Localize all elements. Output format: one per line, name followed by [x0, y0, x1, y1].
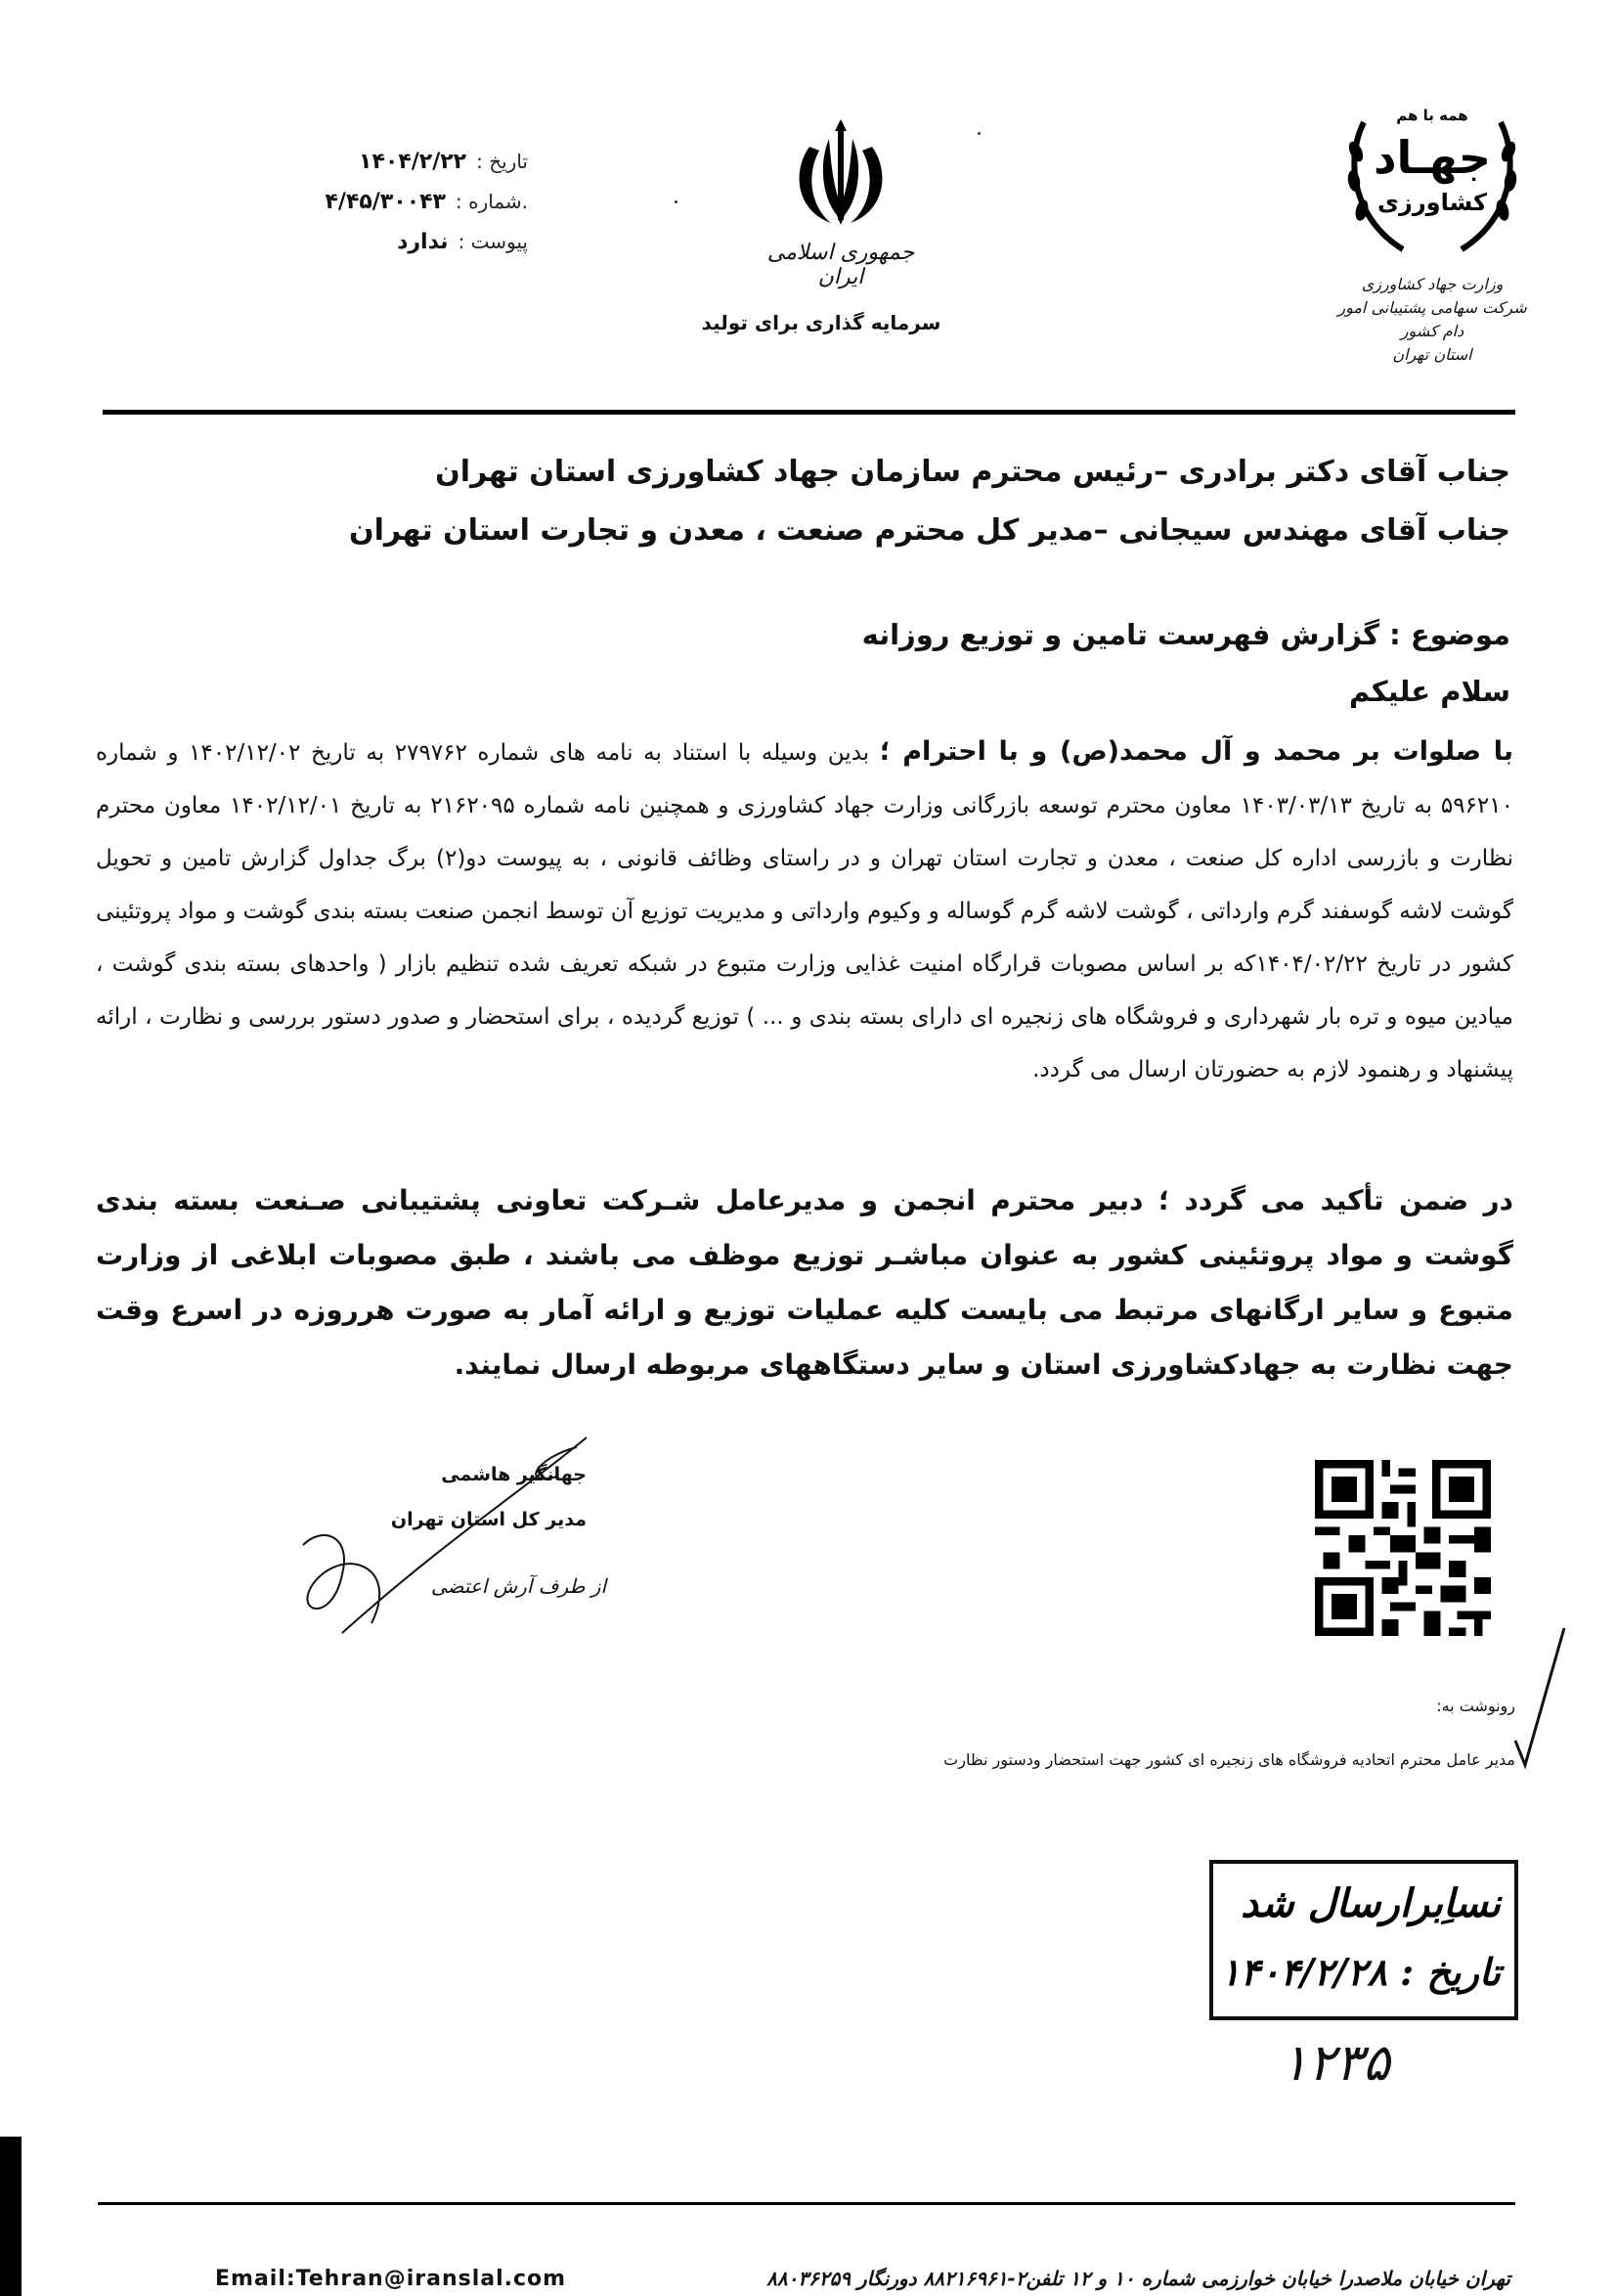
body-paragraph-1 — [96, 726, 1513, 1096]
number-value: ۴/۴۵/۳۰۰۴۳ — [325, 190, 446, 214]
attachment-row — [293, 222, 528, 262]
logo-sub1: وزارت جهاد کشاورزی — [1361, 275, 1504, 293]
number-row — [293, 182, 528, 222]
signatory-title: مدیر کل استان تهران — [390, 1509, 587, 1530]
stamp-line1: نساِبرارسال شد — [1241, 1880, 1501, 1926]
logo-brand-line1: جهـاد — [1373, 131, 1492, 184]
cc-recipient: مدیر عامل محترم اتحادیه فروشگاه های زنجیره ای کشور جهت استحضار ودستور نظارت — [943, 1750, 1515, 1769]
signatory-name: جهانگیر هاشمی — [441, 1464, 587, 1485]
body-paragraph-2: در ضمن تأکید می گردد ؛ دبیر محترم انجمن و مدیرعامل شـرکت تعاونی پشتیبانی صـنعت بسته بندی گوشت و مواد پروتئینی کشور به عنوان مباشـر توزیع موظف می باشند ، طبق مصوبات ابلاغی از وزارت متبوع و سایر ارگانهای مرتبط می بایست کلیه عملیات توزیع و ارائه آمار به صورت هرروزه در اسرع وقت جهت نظارت به جهادکشاورزی استان و سایر دستگاههای مربوطه ارسال نمایند. — [96, 1184, 1513, 1381]
dispatch-stamp — [1207, 1858, 1520, 2024]
check-mark-icon — [1510, 1623, 1569, 1770]
jahad-keshavarzi-logo — [1334, 83, 1530, 367]
iran-emblem — [753, 117, 929, 289]
signature-note: از طرف آرش اعتضی — [430, 1574, 606, 1598]
footer-email: Email:Tehran@iranslal.com — [215, 2267, 567, 2291]
addressee-2: جناب آقای مهندس سیجانی –مدیر کل محترم صنعت ، معدن و تجارت استان تهران — [349, 513, 1510, 548]
emblem-caption: جمهوری اسلامی ایران — [766, 241, 915, 289]
paragraph-1-body: بدین وسیله با استناد به نامه های شماره ۲۷۹۷۶۲ به تاریخ ۱۴۰۲/۱۲/۰۲ و شماره ۵۹۶۲۱۰ به تاریخ ۱۴۰۳/۰۳/۱۳ معاون محترم توسعه بازرگانی وزارت جهاد کشاورزی و همچنین نامه شماره ۲۱۶۲۰۹۵ به تاریخ ۱۴۰۲/۱۲/۰۱ معاون محترم نظارت و بازرسی اداره کل صنعت ، معدن و تجارت استان تهران و در راستای وظائف قانونی ، به پیوست دو(۲) برگ جداول گزارش تامین و تحویل گوشت لاشه گوسفند گرم وارداتی ، گوشت لاشه گرم گوساله و وکیوم وارداتی و مدیریت توزیع آن توسط انجمن صنعت بسته بندی گوشت و مواد پروتئینی کشور در تاریخ ۱۴۰۴/۰۲/۲۲که بر اساس مصوبات قرارگاه امنیت غذایی وزارت متبوع در شبکه تعریف شده تنظیم بازار ( واحدهای بسته بندی گوشت ، میادین میوه و تره بار شهرداری و فروشگاه های زنجیره ای دارای بسته بندی و ... ) توزیع گردیده ، برای استحضار و صدور دستور بررسی و نظارت ، ارائه پیشنهاد و رهنمود لازم به حضورتان ارسال می گردد. — [96, 740, 1513, 1082]
qr-code-icon — [1315, 1460, 1491, 1636]
handwritten-number: ۱۲۳۵ — [1281, 2034, 1390, 2093]
scan-speck — [675, 200, 677, 203]
scan-speck — [978, 132, 981, 135]
date-label: تاریخ : — [476, 150, 528, 173]
logo-top-text: همه با هم — [1396, 107, 1468, 124]
subject-line: موضوع : گزارش فهرست تامین و توزیع روزانه — [861, 618, 1510, 651]
slogan: سرمایه گذاری برای تولید — [701, 311, 941, 334]
scan-edge-bar — [0, 2137, 22, 2296]
logo-sub3: استان تهران — [1392, 345, 1472, 364]
jahad-logo-icon — [1334, 83, 1530, 269]
signatory — [352, 1452, 587, 1542]
header-divider — [103, 410, 1515, 415]
logo-brand-line2: کشاورزی — [1377, 189, 1487, 216]
attachment-value: ندارد — [397, 230, 449, 254]
stamp-line2: تاریخ : ۱۴۰۴/۲/۲۸ — [1220, 1950, 1501, 1994]
footer-divider — [98, 2202, 1515, 2205]
attachment-label: پیوست : — [458, 230, 528, 253]
cc-label: رونوشت به: — [1436, 1697, 1515, 1715]
iran-emblem-icon — [782, 117, 899, 235]
greeting: سلام علیکم — [1349, 675, 1510, 708]
paragraph-1-lead: با صلوات بر محمد و آل محمد(ص) و با احترام ؛ — [879, 736, 1513, 767]
footer-address: تهران خیابان ملاصدرا خیابان خوارزمی شماره ۱۰ و ۱۲ تلفن۲-۸۸۲۱۶۹۶۱ دورنگار ۸۸۰۳۶۲۵۹ — [766, 2267, 1510, 2290]
logo-sub2: شرکت سهامی پشتیبانی امور دام کشور — [1337, 298, 1527, 340]
addressee-1: جناب آقای دکتر برادری –رئیس محترم سازمان جهاد کشاورزی استان تهران — [435, 455, 1510, 489]
number-label: .شماره : — [455, 190, 528, 213]
date-row — [293, 142, 528, 182]
letter-meta — [293, 142, 528, 262]
date-value: ۱۴۰۴/۲/۲۲ — [359, 150, 467, 174]
